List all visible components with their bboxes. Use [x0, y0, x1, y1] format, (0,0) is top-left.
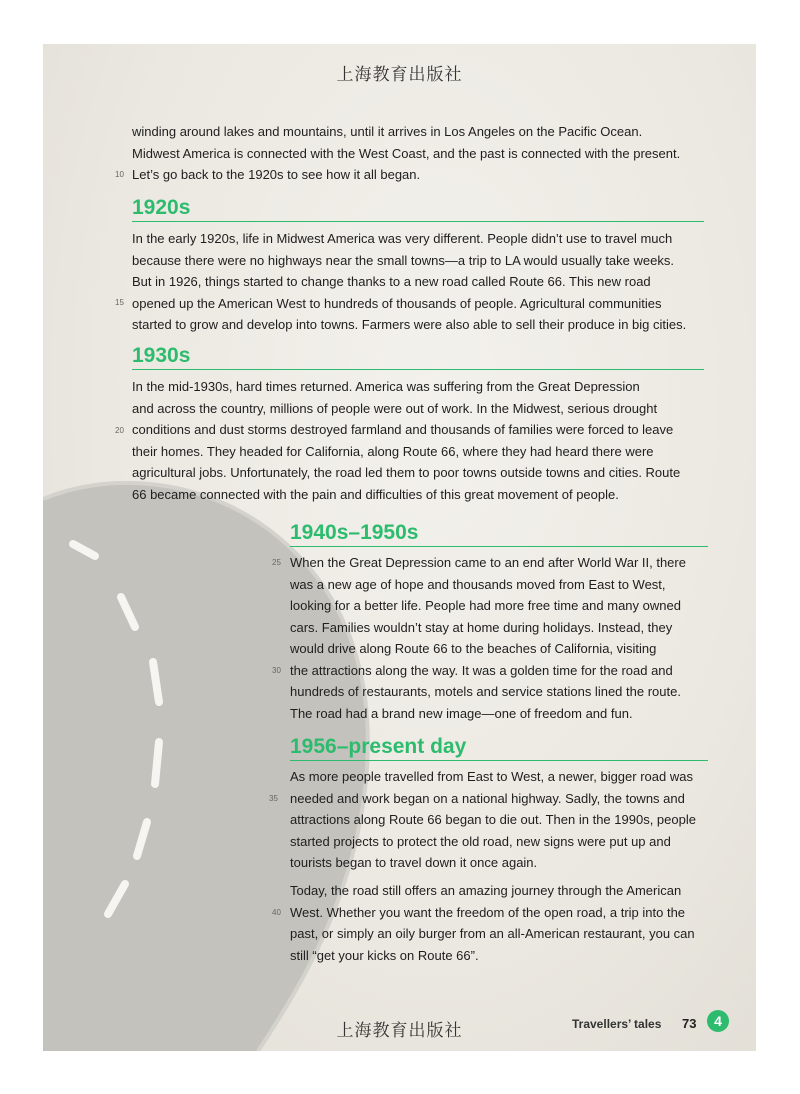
line-number: 10: [115, 170, 124, 179]
textbook-page: [43, 44, 756, 1051]
page-number: 73: [682, 1016, 697, 1031]
heading-1940s-1950s: 1940s–1950s: [290, 520, 708, 547]
text-line: opened up the American West to hundreds of thousands of people. Agricultural communities: [132, 295, 662, 311]
text-line: the attractions along the way. It was a golden time for the road and: [290, 662, 673, 678]
heading-1930s: 1930s: [132, 343, 704, 370]
text-line: because there were no highways near the small towns—a trip to LA would usually take weeks.: [132, 252, 674, 268]
section-label: Travellers’ tales: [572, 1017, 662, 1031]
text-line: As more people travelled from East to West, a newer, bigger road was: [290, 769, 693, 784]
text-line: Today, the road still offers an amazing journey through the American: [290, 883, 682, 898]
line-number: 25: [272, 558, 281, 567]
line-number: 20: [115, 426, 124, 435]
paragraph-1940s-1950s: [290, 552, 720, 724]
paragraph-1920s: [132, 228, 722, 336]
text-line: still “get your kicks on Route 66”.: [290, 947, 479, 963]
text-line: The road had a brand new image—one of freedom and fun.: [290, 705, 633, 721]
lane-dash: [155, 742, 159, 784]
publisher-footer: 上海教育出版社: [336, 1021, 463, 1041]
text-line: cars. Families wouldn’t stay at home during holidays. Instead, they: [290, 619, 673, 635]
text-line: In the early 1920s, life in Midwest America was very different. People didn’t use to travel much: [132, 231, 673, 246]
heading-1956-present: 1956–present day: [290, 734, 708, 761]
paragraph-1930s: [132, 376, 722, 505]
text-line: Let’s go back to the 1920s to see how it all began.: [132, 167, 421, 182]
line-number: 30: [272, 666, 281, 675]
heading-1920s: 1920s: [132, 195, 704, 222]
text-line: their homes. They headed for California, along Route 66, where they had heard there were: [132, 443, 654, 459]
text-line: agricultural jobs. Unfortunately, the road led them to poor towns outside towns and cities. Route: [132, 465, 681, 480]
line-number: 40: [272, 908, 281, 917]
text-line: hundreds of restaurants, motels and service stations lined the route.: [290, 684, 681, 699]
text-line: West. Whether you want the freedom of the open road, a trip into the: [290, 904, 686, 920]
text-line: would drive along Route 66 to the beaches of California, visiting: [290, 641, 657, 656]
text-line: When the Great Depression came to an end after World War II, there: [290, 555, 686, 570]
text-line: and across the country, millions of people were out of work. In the Midwest, serious drought: [132, 400, 658, 416]
unit-badge: 4: [707, 1010, 729, 1032]
paragraph-today: [290, 880, 720, 966]
text-line: But in 1926, things started to change thanks to a new road called Route 66. This new road: [132, 274, 651, 289]
text-line: winding around lakes and mountains, until it arrives in Los Angeles on the Pacific Ocean.: [132, 124, 643, 139]
text-line: looking for a better life. People had more free time and many owned: [290, 598, 681, 613]
text-line: started projects to protect the old road, new signs were put up and: [290, 833, 671, 849]
text-line: needed and work began on a national highway. Sadly, the towns and: [290, 790, 685, 806]
text-line: started to grow and develop into towns. Farmers were also able to sell their produce in big cities.: [132, 317, 687, 332]
text-line: Midwest America is connected with the West Coast, and the past is connected with the present.: [132, 145, 681, 161]
text-line: 66 became connected with the pain and difficulties of this great movement of people.: [132, 486, 619, 502]
text-line: In the mid-1930s, hard times returned. America was suffering from the Great Depression: [132, 379, 640, 394]
text-line: tourists began to travel down it once again.: [290, 855, 538, 870]
line-number: 35: [269, 794, 278, 803]
text-line: attractions along Route 66 began to die out. Then in the 1990s, people: [290, 812, 696, 827]
paragraph-1956-present: [290, 766, 720, 874]
text-line: was a new age of hope and thousands moved from East to West,: [290, 576, 666, 592]
publisher-header: 上海教育出版社: [336, 65, 463, 85]
text-line: past, or simply an oily burger from an all-American restaurant, you can: [290, 926, 695, 941]
text-line: conditions and dust storms destroyed farmland and thousands of families were forced to leave: [132, 422, 674, 437]
line-number: 15: [115, 298, 124, 307]
intro-paragraph: [132, 121, 712, 186]
